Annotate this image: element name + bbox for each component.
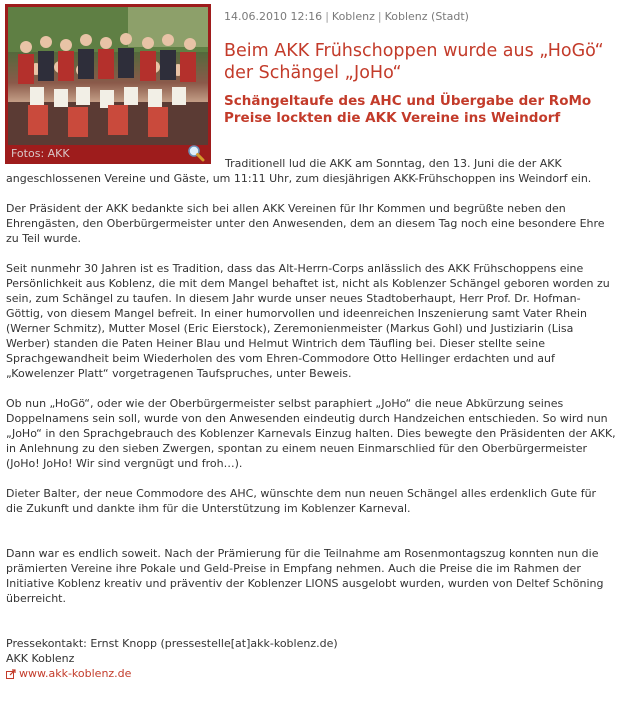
article-title: Beim AKK Frühschoppen wurde aus „HoGö“ der Schängel „JoHo“ xyxy=(224,41,604,83)
photo-illustration xyxy=(8,7,208,145)
website-link-row xyxy=(6,666,616,681)
website-link[interactable]: www.akk-koblenz.de xyxy=(19,667,132,680)
article-body xyxy=(6,156,616,681)
article-subcategory[interactable]: Koblenz (Stadt) xyxy=(384,10,469,23)
group-photo-image[interactable] xyxy=(8,7,208,145)
article-paragraph: Ob nun „HoGö“, oder wie der Oberbürgermeister selbst paraphiert „JoHo“ die neue Abkürzung seines Doppelnamens sein soll, wurde von den Anwesenden eindeutig durch Handzeichen entschieden. So wird nun „JoHo“ in den Sprachgebrauch des Koblenzer Karnevals Einzug halten. Dies bewegte den Präsidenten der AKK, in Anlehnung zu den sieben Zwergen, spontan zu einem neuen Einmarschlied für den Oberbürgermeister (JoHo! JoHo! Wir sind vergnügt und froh…). xyxy=(6,397,616,470)
press-contact-line: Pressekontakt: Ernst Knopp (pressestelle[at]akk-koblenz.de) xyxy=(6,637,338,650)
article-paragraph: Traditionell lud die AKK am Sonntag, den 13. Juni die der AKK angeschlossenen Vereine und Gäste, um 11:11 Uhr, zum diesjährigen AKK-Frühschoppen ins Weindorf ein. xyxy=(6,157,592,185)
press-contact xyxy=(6,636,616,681)
external-link-icon xyxy=(6,669,16,679)
article-paragraph: Dieter Balter, der neue Commodore des AHC, wünschte dem nun neuen Schängel alles erdenklich Gute für die Zukunft und dankte ihm für die Unterstützung im Koblenzer Karneval. xyxy=(6,487,597,515)
article-category[interactable]: Koblenz xyxy=(331,10,375,23)
article-meta xyxy=(224,9,469,24)
article-datetime: 14.06.2010 12:16 xyxy=(224,10,323,23)
article-paragraph: Der Präsident der AKK bedankte sich bei allen AKK Vereinen für Ihr Kommen und begrüßte neben den Ehrengästen, den Oberbürgermeister unter den Anwesenden, dem an diesem Tag noch eine besondere Ehre zu Teil wurde. xyxy=(6,202,605,245)
article-photo[interactable] xyxy=(5,4,211,164)
article-paragraph: Seit nunmehr 30 Jahren ist es Tradition, dass das Alt-Herrn-Corps anlässlich des AKK Frühschoppens eine Persönlichkeit aus Koblenz, die mit dem Mangel behaftet ist, nicht als Koblenzer Schängel geboren worden zu sein, zum Schängel zu taufen. In diesem Jahr wurde unser neues Stadtoberhaupt, Herr Prof. Dr. Hofman-Göttig, von diesem Mangel befreit. In einer humorvollen und ideenreichen Inszenierung samt Vater Rhein (Werner Schmitz), Mutter Mosel (Eric Eierstock), Zeremonienmeister (Markus Gohl) und Justiziarin (Lisa Werber) standen die Paten Heiner Blau und Helmut Wintrich dem Täufling bei. Dieser stellte seine Sprachgewandheit beim Wiederholen des vom Ehren-Commodore Otto Hellinger erdachten und auf „Kowelenzer Platt“ vorgetragenen Taufspruches, unter Beweis. xyxy=(6,262,610,380)
meta-separator: | xyxy=(325,10,329,23)
article-subtitle: Schängeltaufe des AHC und Übergabe der RoMo Preise lockten die AKK Vereine ins Weindorf xyxy=(224,93,592,126)
organization-name: AKK Koblenz xyxy=(6,652,75,665)
photo-credit: Fotos: AKK xyxy=(11,147,70,160)
article-paragraph: Dann war es endlich soweit. Nach der Prämierung für die Teilnahme am Rosenmontagszug konnten nun die prämierten Vereine ihre Pokale und Geld-Preise in Empfang nehmen. Auch die Preise die im Rahmen der Initiative Koblenz kreativ und präventiv der Koblenzer LIONS ausgelobt wurden, wurden von Deltef Schöning überreicht. xyxy=(6,547,604,605)
meta-separator: | xyxy=(377,10,382,23)
